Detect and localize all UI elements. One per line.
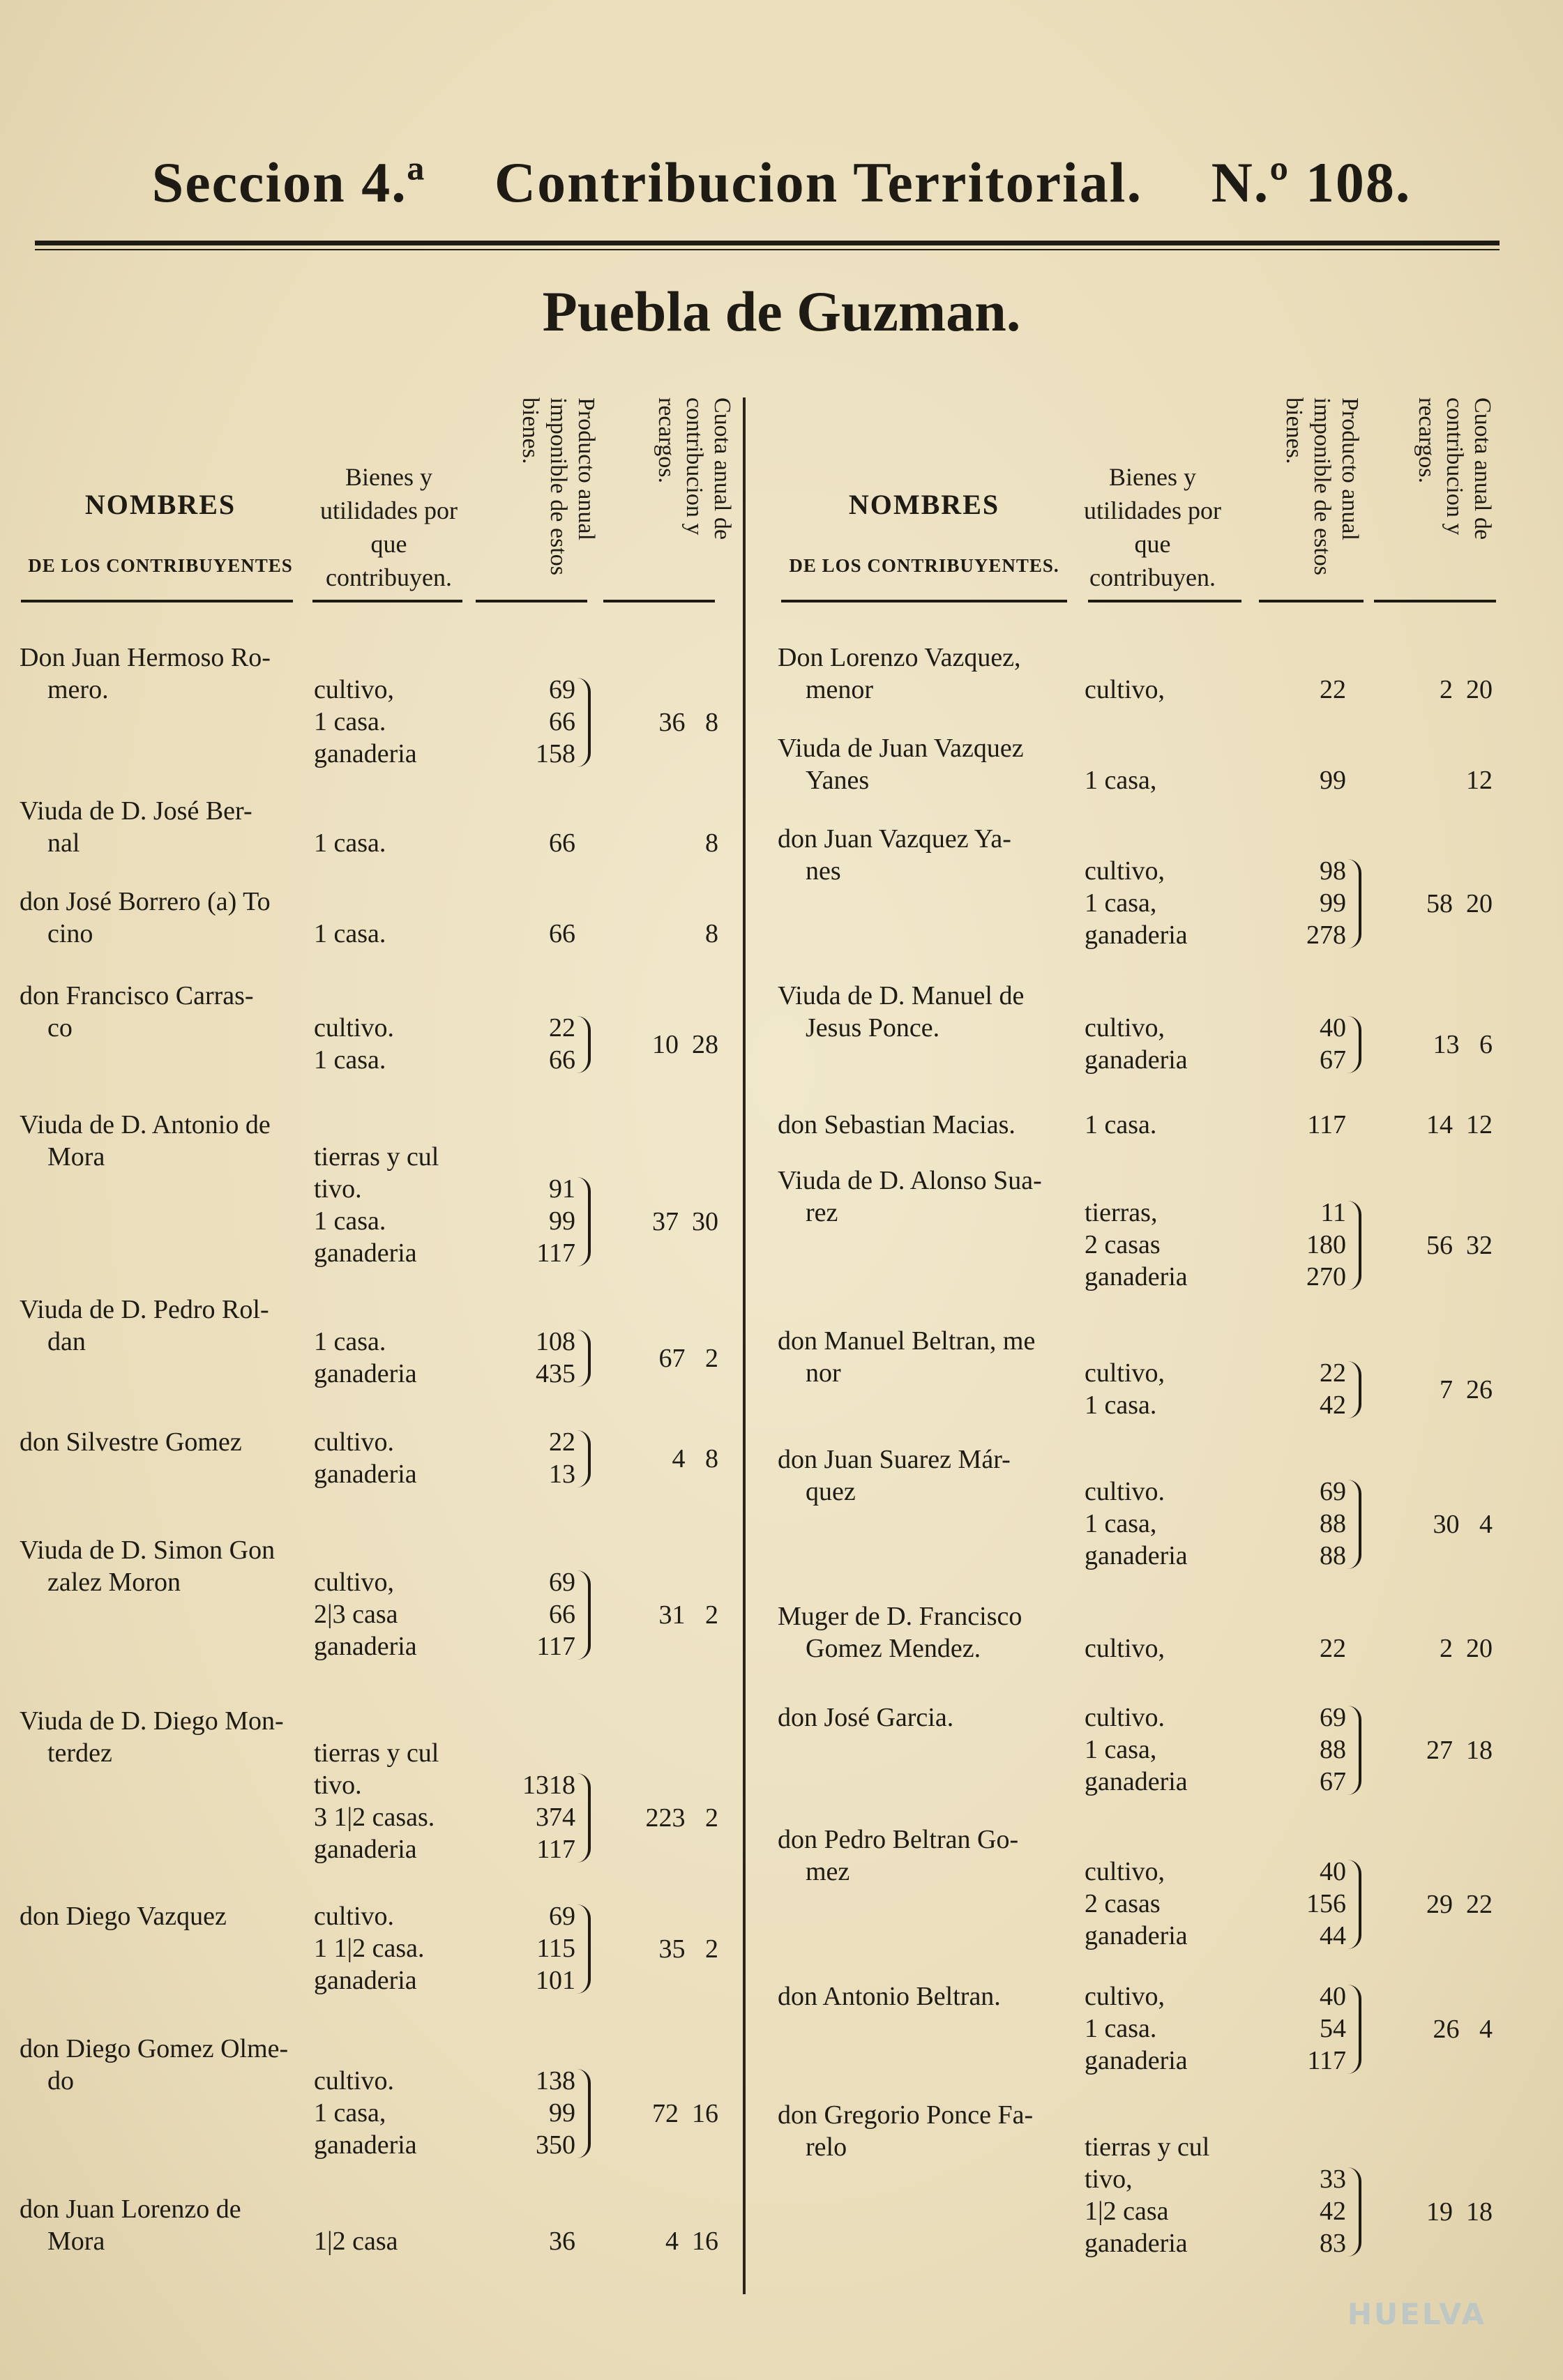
asset-description: cultivo, — [314, 675, 395, 704]
asset-description: ganaderia — [1085, 1541, 1188, 1570]
contributor-name: don Juan Vazquez Ya- — [778, 824, 1011, 854]
taxable-product: 350 — [536, 2130, 575, 2160]
taxable-product: 115 — [536, 1934, 575, 1963]
contributor-name: Mora — [47, 1142, 105, 1172]
taxable-product: 99 — [1320, 766, 1346, 795]
asset-description: cultivo, — [1085, 1857, 1165, 1886]
header-cuota-right: Cuota anual de contribucion y recargos. — [1414, 397, 1495, 540]
header-cuota: Cuota anual de contribucion y recargos. — [654, 397, 735, 540]
contributor-name: don Pedro Beltran Go- — [778, 1825, 1019, 1854]
taxable-product: 22 — [1320, 675, 1346, 704]
contributor-name: don Manuel Beltran, me — [778, 1326, 1036, 1356]
asset-description: tierras y cul — [314, 1738, 439, 1768]
grouping-brace — [577, 2069, 591, 2158]
taxable-product: 42 — [1320, 2197, 1346, 2226]
asset-description: cultivo. — [314, 1013, 395, 1043]
contributor-name: mero. — [47, 675, 109, 704]
taxable-product: 22 — [549, 1427, 575, 1457]
asset-description: 1 casa. — [1085, 1390, 1157, 1420]
taxable-product: 36 — [549, 2227, 575, 2256]
taxable-product: 138 — [536, 2066, 575, 2095]
asset-description: tivo. — [314, 1771, 362, 1800]
section-label: Seccion 4.ª — [151, 151, 426, 214]
asset-description: ganaderia — [314, 739, 417, 768]
contributor-name: don Sebastian Macias. — [778, 1110, 1015, 1139]
contributor-name: Viuda de D. Simon Gon — [20, 1536, 275, 1565]
taxable-product: 117 — [536, 1632, 575, 1661]
annual-quota: 8 — [705, 828, 718, 858]
asset-description: 2|3 casa — [314, 1600, 398, 1629]
annual-quota: 13 6 — [1433, 1030, 1493, 1059]
taxable-product: 88 — [1320, 1541, 1346, 1570]
contributor-name: rez — [806, 1198, 838, 1227]
taxable-product: 88 — [1320, 1509, 1346, 1538]
taxable-product: 40 — [1320, 1013, 1346, 1043]
contributor-name: zalez Moron — [47, 1568, 181, 1597]
annual-quota: 10 28 — [652, 1030, 718, 1059]
annual-quota: 29 22 — [1426, 1890, 1493, 1919]
right-column-headers: NOMBRES DE LOS CONTRIBUYENTES. Bienes y utilidades por que contribuyen. Producto anual imponible de estos bienes. Cuota anual de contribucion y recargos. — [778, 391, 1496, 607]
asset-description: 1 casa. — [314, 1206, 386, 1236]
contributor-name: Viuda de D. Antonio de — [20, 1110, 271, 1139]
asset-description: cultivo, — [1085, 856, 1165, 886]
annual-quota: 12 — [1466, 766, 1493, 795]
asset-description: ganaderia — [1085, 1921, 1188, 1950]
grouping-brace — [577, 1773, 591, 1863]
grouping-brace — [1347, 1860, 1361, 1949]
grouping-brace — [577, 1177, 591, 1266]
taxable-product: 117 — [1307, 2046, 1346, 2075]
contributor-name: Mora — [47, 2227, 105, 2256]
annual-quota: 2 20 — [1440, 1634, 1493, 1663]
contributor-name: nor — [806, 1358, 841, 1388]
taxable-product: 108 — [536, 1327, 575, 1356]
annual-quota: 35 2 — [658, 1934, 718, 1964]
asset-description: 1 casa. — [314, 919, 386, 948]
asset-description: 3 1|2 casas. — [314, 1803, 435, 1832]
taxable-product: 1318 — [522, 1771, 575, 1800]
header-underline — [476, 600, 587, 602]
annual-quota: 37 30 — [652, 1207, 718, 1236]
contributor-name: Don Juan Hermoso Ro- — [20, 643, 271, 672]
taxable-product: 69 — [549, 1568, 575, 1597]
asset-description: tivo, — [1085, 2165, 1133, 2194]
annual-quota: 26 4 — [1433, 2015, 1493, 2044]
asset-description: ganaderia — [314, 2130, 417, 2160]
contributor-name: Viuda de Juan Vazquez — [778, 734, 1024, 763]
contributor-name: relo — [806, 2132, 847, 2162]
asset-description: ganaderia — [1085, 2046, 1188, 2075]
header-rule-thin — [35, 249, 1500, 250]
taxable-product: 99 — [1320, 888, 1346, 918]
taxable-product: 66 — [549, 1045, 575, 1075]
taxable-product: 99 — [549, 1206, 575, 1236]
asset-description: cultivo, — [1085, 1982, 1165, 2011]
taxable-product: 66 — [549, 828, 575, 858]
contributor-name: don José Garcia. — [778, 1703, 954, 1732]
contributor-name: Yanes — [806, 766, 870, 795]
annual-quota: 27 18 — [1426, 1736, 1493, 1765]
asset-description: ganaderia — [1085, 920, 1188, 950]
asset-description: ganaderia — [314, 1359, 417, 1388]
annual-quota: 30 4 — [1433, 1510, 1493, 1539]
asset-description: 1 1|2 casa. — [314, 1934, 425, 1963]
contributor-name: don Diego Gomez Olme- — [20, 2034, 289, 2063]
taxable-product: 69 — [1320, 1703, 1346, 1732]
asset-description: 1 casa. — [314, 707, 386, 736]
taxable-product: 117 — [536, 1238, 575, 1268]
asset-description: ganaderia — [314, 1632, 417, 1661]
contributor-name: Viuda de D. Manuel de — [778, 981, 1025, 1010]
taxable-product: 83 — [1320, 2229, 1346, 2258]
taxable-product: 54 — [1320, 2014, 1346, 2043]
asset-description: ganaderia — [314, 1966, 417, 1995]
taxable-product: 22 — [549, 1013, 575, 1043]
asset-description: 1 casa, — [314, 2098, 386, 2128]
header-underline — [21, 600, 293, 602]
header-rule — [35, 241, 1500, 245]
asset-description: 1 casa, — [1085, 1735, 1157, 1764]
header-underline — [312, 600, 462, 602]
asset-description: 1 casa. — [314, 828, 386, 858]
asset-description: 1 casa. — [314, 1327, 386, 1356]
contributor-name: Jesus Ponce. — [806, 1013, 940, 1043]
asset-description: tierras y cul — [1085, 2132, 1210, 2162]
asset-description: 1 casa. — [1085, 2014, 1157, 2043]
annual-quota: 14 12 — [1426, 1110, 1493, 1139]
taxable-product: 117 — [1307, 1110, 1346, 1139]
contributor-name: Viuda de D. Diego Mon- — [20, 1706, 284, 1736]
asset-description: ganaderia — [314, 1238, 417, 1268]
contributor-name: Muger de D. Francisco — [778, 1602, 1022, 1631]
taxable-product: 270 — [1306, 1262, 1346, 1291]
taxable-product: 66 — [549, 919, 575, 948]
asset-description: tierras, — [1085, 1198, 1158, 1227]
grouping-brace — [577, 1430, 591, 1487]
asset-description: 1 casa. — [314, 1045, 386, 1075]
contributor-name: Viuda de D. Pedro Rol- — [20, 1295, 269, 1324]
asset-description: cultivo, — [1085, 1358, 1165, 1388]
contributor-name: Viuda de D. Alonso Sua- — [778, 1166, 1042, 1195]
taxable-product: 69 — [549, 1902, 575, 1931]
taxable-product: 22 — [1320, 1358, 1346, 1388]
taxable-product: 67 — [1320, 1767, 1346, 1796]
annual-quota: 8 — [705, 919, 718, 948]
taxable-product: 158 — [536, 739, 575, 768]
asset-description: ganaderia — [1085, 1045, 1188, 1075]
contributor-name: don Silvestre Gomez — [20, 1427, 242, 1457]
taxable-product: 33 — [1320, 2165, 1346, 2194]
grouping-brace — [577, 1330, 591, 1387]
taxable-product: 40 — [1320, 1982, 1346, 2011]
column-divider — [743, 397, 746, 2294]
asset-description: cultivo, — [1085, 1634, 1165, 1663]
taxable-product: 91 — [549, 1174, 575, 1204]
contributor-name: Don Lorenzo Vazquez, — [778, 643, 1021, 672]
contributor-name: cino — [47, 919, 93, 948]
annual-quota: 4 16 — [665, 2227, 718, 2256]
taxable-product: 98 — [1320, 856, 1346, 886]
annual-quota: 36 8 — [658, 708, 718, 737]
taxable-product: 156 — [1306, 1889, 1346, 1918]
contributor-name: nal — [47, 828, 80, 858]
taxable-product: 99 — [549, 2098, 575, 2128]
asset-description: 1 casa. — [1085, 1110, 1157, 1139]
grouping-brace — [1347, 1201, 1361, 1290]
taxable-product: 42 — [1320, 1390, 1346, 1420]
asset-description: cultivo. — [314, 1902, 395, 1931]
annual-quota: 4 8 — [672, 1444, 718, 1473]
page-header — [0, 150, 1563, 215]
taxable-product: 11 — [1320, 1198, 1346, 1227]
taxable-product: 180 — [1306, 1230, 1346, 1259]
taxable-product: 66 — [549, 707, 575, 736]
grouping-brace — [577, 1570, 591, 1660]
header-underline — [1374, 600, 1496, 602]
contributor-name: don Juan Lorenzo de — [20, 2195, 241, 2224]
grouping-brace — [1347, 1016, 1361, 1073]
taxable-product: 67 — [1320, 1045, 1346, 1075]
asset-description: cultivo. — [314, 1427, 395, 1457]
left-column-headers: NOMBRES DE LOS CONTRIBUYENTES Bienes y utilidades por que contribuyen. Producto anual imponible de estos bienes. Cuota anual de contribucion y recargos. — [14, 391, 732, 607]
annual-quota: 223 2 — [645, 1803, 718, 1833]
taxable-product: 101 — [536, 1966, 575, 1995]
asset-description: cultivo. — [314, 2066, 395, 2095]
annual-quota: 19 18 — [1426, 2197, 1493, 2227]
taxable-product: 88 — [1320, 1735, 1346, 1764]
header-underline — [603, 600, 715, 602]
asset-description: cultivo. — [1085, 1477, 1165, 1506]
contributor-name: dan — [47, 1327, 86, 1356]
asset-description: ganaderia — [1085, 1767, 1188, 1796]
taxable-product: 69 — [1320, 1477, 1346, 1506]
asset-description: tierras y cul — [314, 1142, 439, 1172]
taxable-product: 22 — [1320, 1634, 1346, 1663]
archive-stamp: HUELVA — [1347, 2297, 1486, 2331]
asset-description: cultivo, — [1085, 675, 1165, 704]
header-underline — [1088, 600, 1241, 602]
asset-description: cultivo. — [1085, 1703, 1165, 1732]
asset-description: ganaderia — [314, 1460, 417, 1489]
annual-quota: 7 26 — [1440, 1375, 1493, 1404]
contributor-name: don Gregorio Ponce Fa- — [778, 2100, 1034, 2130]
asset-description: cultivo, — [1085, 1013, 1165, 1043]
header-underline — [781, 600, 1067, 602]
taxable-product: 69 — [549, 675, 575, 704]
header-bienes: Bienes y utilidades por que contribuyen. — [320, 463, 458, 591]
town-title: Puebla de Guzman. — [542, 280, 1021, 343]
annual-quota: 56 32 — [1426, 1231, 1493, 1260]
taxable-product: 44 — [1320, 1921, 1346, 1950]
asset-description: 2 casas — [1085, 1889, 1161, 1918]
grouping-brace — [577, 1016, 591, 1073]
contributor-name: mez — [806, 1857, 850, 1886]
grouping-brace — [577, 1904, 591, 1994]
grouping-brace — [1347, 1480, 1361, 1569]
document-number: N.º 108. — [1211, 151, 1412, 214]
grouping-brace — [1347, 859, 1361, 948]
grouping-brace — [1347, 1706, 1361, 1795]
contributor-name: nes — [806, 856, 841, 886]
annual-quota: 31 2 — [658, 1600, 718, 1630]
asset-description: 2 casas — [1085, 1230, 1161, 1259]
header-producto-right: Producto anual imponible de estos bienes. — [1281, 397, 1363, 575]
contributor-name: terdez — [47, 1738, 112, 1768]
header-producto: Producto anual imponible de estos bienes. — [518, 397, 599, 575]
asset-description: 1 casa, — [1085, 766, 1157, 795]
asset-description: 1|2 casa — [314, 2227, 398, 2256]
asset-description: ganaderia — [1085, 2229, 1188, 2258]
contributor-name: don José Borrero (a) To — [20, 887, 271, 916]
asset-description: 1|2 casa — [1085, 2197, 1169, 2226]
contributor-name: don Diego Vazquez — [20, 1902, 227, 1931]
grouping-brace — [577, 678, 591, 767]
contributor-name: co — [47, 1013, 73, 1043]
annual-quota: 58 20 — [1426, 889, 1493, 918]
asset-description: 1 casa, — [1085, 1509, 1157, 1538]
document-title: Contribucion Territorial. — [494, 151, 1143, 214]
taxable-product: 66 — [549, 1600, 575, 1629]
asset-description: tivo. — [314, 1174, 362, 1204]
contributor-name: do — [47, 2066, 74, 2095]
taxable-product: 40 — [1320, 1857, 1346, 1886]
header-underline — [1259, 600, 1364, 602]
asset-description: 1 casa, — [1085, 888, 1157, 918]
annual-quota: 72 16 — [652, 2099, 718, 2128]
grouping-brace — [1347, 1985, 1361, 2074]
contributor-name: menor — [806, 675, 874, 704]
annual-quota: 2 20 — [1440, 675, 1493, 704]
taxable-product: 435 — [536, 1359, 575, 1388]
contributor-name: Viuda de D. José Ber- — [20, 796, 252, 826]
contributor-name: Gomez Mendez. — [806, 1634, 981, 1663]
asset-description: ganaderia — [314, 1835, 417, 1864]
taxable-product: 374 — [536, 1803, 575, 1832]
taxable-product: 13 — [549, 1460, 575, 1489]
taxable-product: 117 — [536, 1835, 575, 1864]
asset-description: cultivo, — [314, 1568, 395, 1597]
annual-quota: 67 2 — [658, 1344, 718, 1373]
contributor-name: don Antonio Beltran. — [778, 1982, 1001, 2011]
asset-description: ganaderia — [1085, 1262, 1188, 1291]
header-bienes-right: Bienes y utilidades por que contribuyen. — [1084, 463, 1221, 591]
contributor-name: don Francisco Carras- — [20, 981, 254, 1010]
grouping-brace — [1347, 1361, 1361, 1418]
contributor-name: quez — [806, 1477, 856, 1506]
taxable-product: 278 — [1306, 920, 1346, 950]
grouping-brace — [1347, 2167, 1361, 2257]
contributor-name: don Juan Suarez Már- — [778, 1445, 1011, 1474]
